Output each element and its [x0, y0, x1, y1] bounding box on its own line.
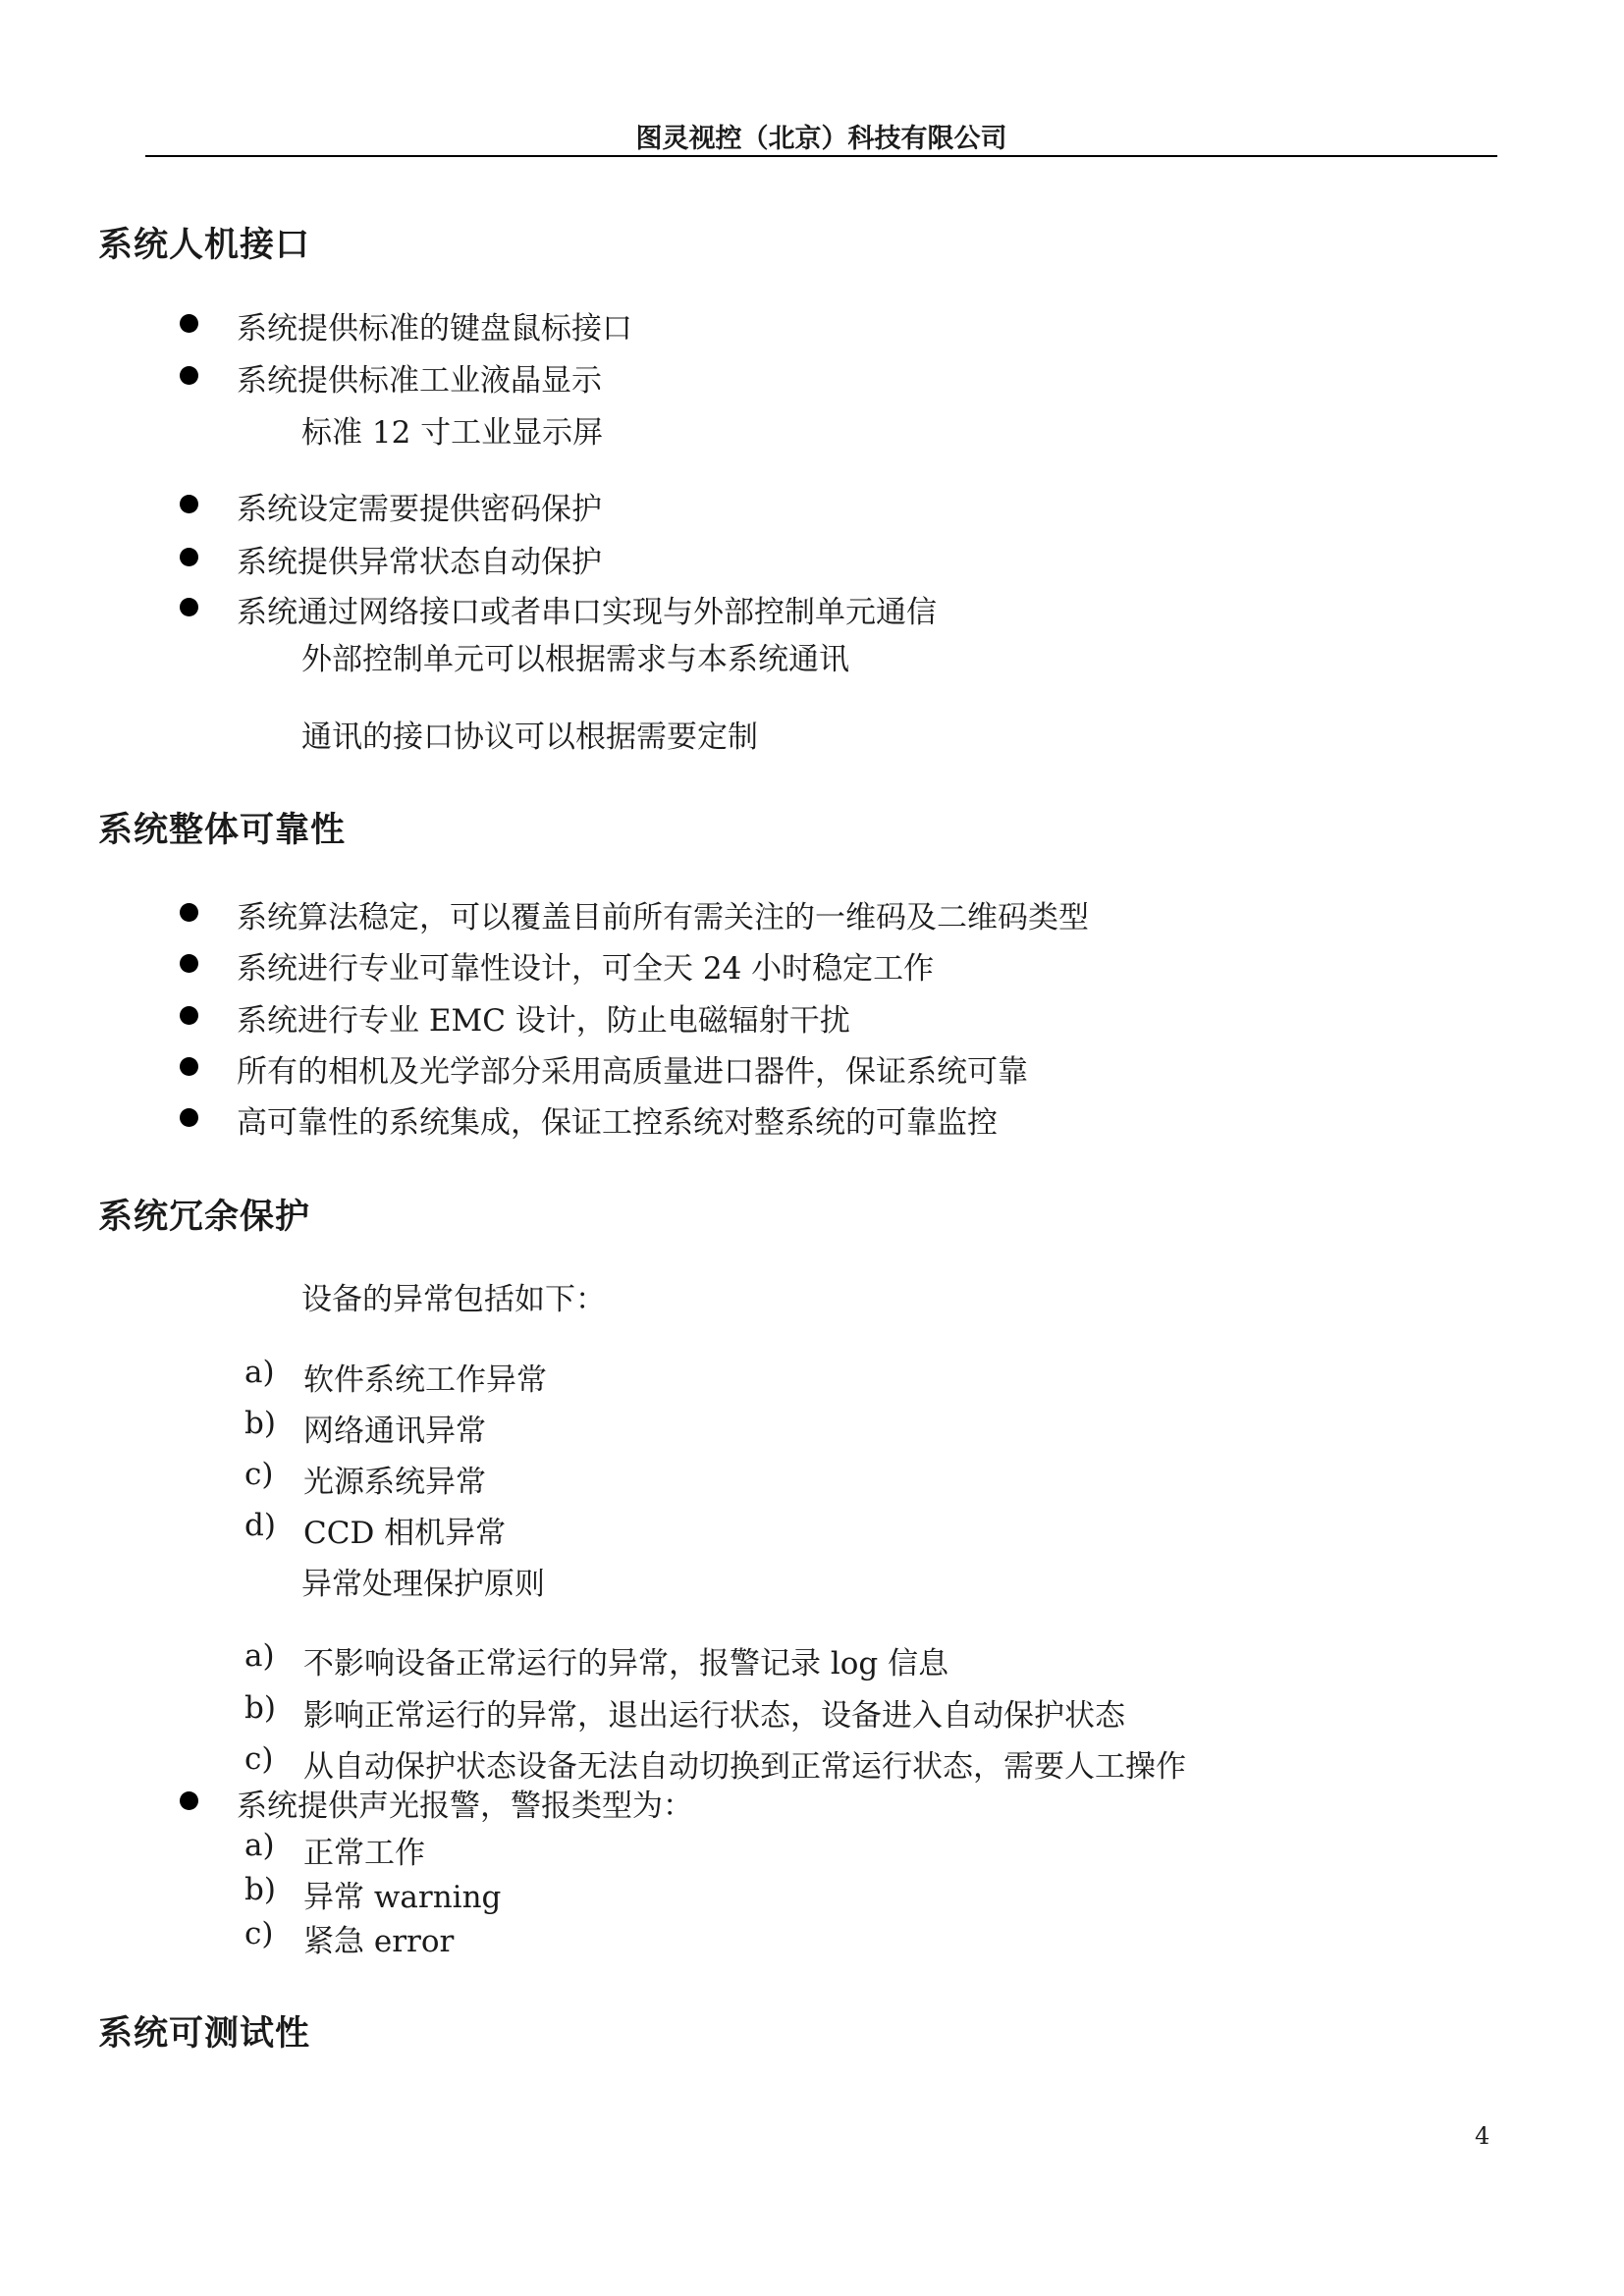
header-company-name: 图灵视控（北京）科技有限公司 — [635, 124, 1007, 154]
list-item: 异常 warning — [303, 1880, 502, 1915]
bullet-icon — [180, 366, 198, 385]
list-item: 软件系统工作异常 — [303, 1362, 547, 1398]
list-item: 系统进行专业可靠性设计，可全天 24 小时稳定工作 — [237, 951, 935, 987]
list-item: 系统算法稳定，可以覆盖目前所有需关注的一维码及二维码类型 — [237, 900, 1089, 935]
bullet-icon — [180, 314, 198, 333]
paragraph: 异常处理保护原则 — [301, 1567, 545, 1602]
bullet-icon — [180, 1108, 198, 1127]
list-item: 系统提供标准工业液晶显示 — [237, 363, 602, 399]
list-item: 紧急 error — [303, 1924, 455, 1959]
bullet-icon — [180, 1057, 198, 1076]
list-item: 光源系统异常 — [303, 1465, 486, 1500]
section-heading-hmi: 系统人机接口 — [98, 226, 311, 265]
list-item-detail: 标准 12 寸工业显示屏 — [301, 415, 604, 451]
list-item: 不影响设备正常运行的异常，报警记录 log 信息 — [303, 1646, 949, 1682]
list-item: 影响正常运行的异常，退出运行状态，设备进入自动保护状态 — [303, 1698, 1125, 1734]
list-label: a) — [244, 1638, 275, 1674]
list-label: c) — [244, 1741, 274, 1777]
list-label: a) — [244, 1828, 275, 1863]
list-label: b) — [244, 1406, 276, 1441]
list-item: 系统提供异常状态自动保护 — [237, 545, 602, 580]
list-item: 从自动保护状态设备无法自动切换到正常运行状态，需要人工操作 — [303, 1749, 1186, 1785]
list-label: b) — [244, 1872, 276, 1907]
bullet-icon — [180, 495, 198, 513]
bullet-icon — [180, 954, 198, 973]
bullet-icon — [180, 1791, 198, 1810]
list-item: 系统提供标准的键盘鼠标接口 — [237, 311, 632, 347]
list-label: a) — [244, 1355, 275, 1390]
list-item: 高可靠性的系统集成，保证工控系统对整系统的可靠监控 — [237, 1105, 998, 1141]
list-item: 正常工作 — [303, 1836, 425, 1871]
bullet-icon — [180, 1006, 198, 1025]
page-number: 4 — [1475, 2122, 1490, 2150]
list-label: c) — [244, 1457, 274, 1492]
list-item: 系统提供声光报警，警报类型为： — [237, 1789, 693, 1824]
section-heading-redundancy: 系统冗余保护 — [98, 1198, 311, 1237]
paragraph: 设备的异常包括如下： — [301, 1282, 606, 1317]
list-item: 系统设定需要提供密码保护 — [237, 492, 602, 527]
list-label: b) — [244, 1690, 276, 1726]
list-item-detail: 通讯的接口协议可以根据需要定制 — [301, 720, 758, 755]
bullet-icon — [180, 548, 198, 566]
list-item: CCD 相机异常 — [303, 1516, 507, 1551]
header-divider — [145, 155, 1497, 157]
section-heading-testability: 系统可测试性 — [98, 2014, 311, 2054]
list-label: d) — [244, 1508, 276, 1543]
list-item: 系统通过网络接口或者串口实现与外部控制单元通信 — [237, 595, 937, 630]
section-heading-reliability: 系统整体可靠性 — [98, 811, 347, 850]
bullet-icon — [180, 903, 198, 922]
list-item: 所有的相机及光学部分采用高质量进口器件，保证系统可靠 — [237, 1054, 1028, 1090]
list-item: 网络通讯异常 — [303, 1414, 486, 1449]
bullet-icon — [180, 598, 198, 616]
list-item: 系统进行专业 EMC 设计，防止电磁辐射干扰 — [237, 1003, 850, 1039]
list-label: c) — [244, 1916, 274, 1951]
list-item-detail: 外部控制单元可以根据需求与本系统通讯 — [301, 642, 849, 677]
